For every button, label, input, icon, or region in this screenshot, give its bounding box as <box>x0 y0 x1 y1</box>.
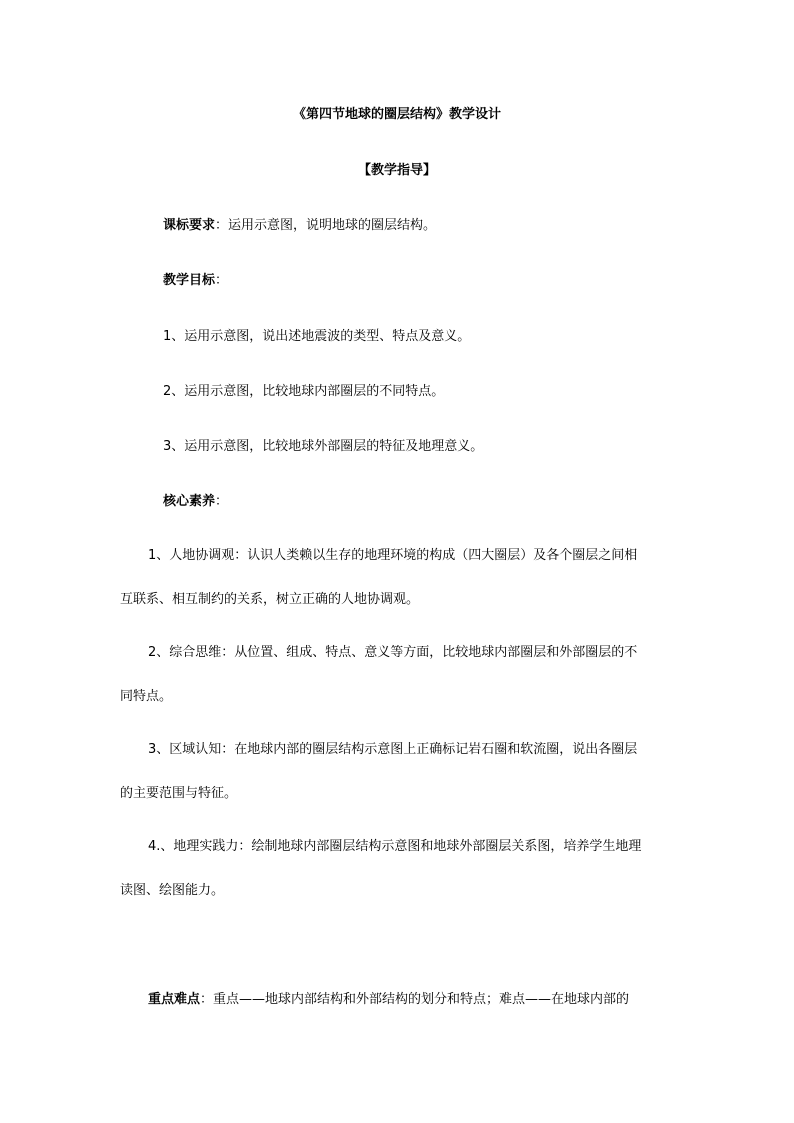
document-title: 《第四节地球的圈层结构》教学设计 <box>292 107 501 122</box>
key-points-paragraph <box>148 992 629 1008</box>
key-points-text: ：重点——地球内部结构和外部结构的划分和特点；难点——在地球内部的 <box>200 992 630 1007</box>
literacy-item-line: 1、人地协调观：认识人类赖以生存的地理环境的构成（四大圈层）及各个圈层之间相 <box>148 548 638 563</box>
objectives-heading <box>163 273 228 289</box>
objective-item: 1、运用示意图，说出述地震波的类型、特点及意义。 <box>163 329 471 344</box>
objective-item: 3、运用示意图，比较地球外部圈层的特征及地理意义。 <box>163 439 484 454</box>
objective-item: 2、运用示意图，比较地球内部圈层的不同特点。 <box>163 384 445 399</box>
literacy-item-line: 同特点。 <box>120 689 173 704</box>
literacy-item-line: 互联系、相互制约的关系，树立正确的人地协调观。 <box>120 592 420 607</box>
section-heading: 【教学指导】 <box>357 163 436 178</box>
curriculum-text: ：运用示意图，说明地球的圈层结构。 <box>215 218 437 233</box>
literacy-label: 核心素养 <box>163 494 216 509</box>
curriculum-label: 课标要求 <box>163 218 216 233</box>
literacy-item-line: 的主要范围与特征。 <box>120 786 238 801</box>
literacy-heading <box>163 494 228 510</box>
literacy-suffix: ： <box>215 494 229 509</box>
objectives-label: 教学目标 <box>163 273 216 288</box>
objectives-suffix: ： <box>215 273 229 288</box>
literacy-item-line: 3、区域认知：在地球内部的圈层结构示意图上正确标记岩石圈和软流圈，说出各圈层 <box>148 742 638 757</box>
literacy-item-line: 2、综合思维：从位置、组成、特点、意义等方面，比较地球内部圈层和外部圈层的不 <box>148 645 638 660</box>
literacy-item-line: 4.、地理实践力：绘制地球内部圈层结构示意图和地球外部圈层关系图，培养学生地理 <box>148 839 642 854</box>
key-points-label: 重点难点 <box>148 992 201 1007</box>
literacy-item-line: 读图、绘图能力。 <box>120 883 225 898</box>
curriculum-paragraph <box>163 218 436 234</box>
